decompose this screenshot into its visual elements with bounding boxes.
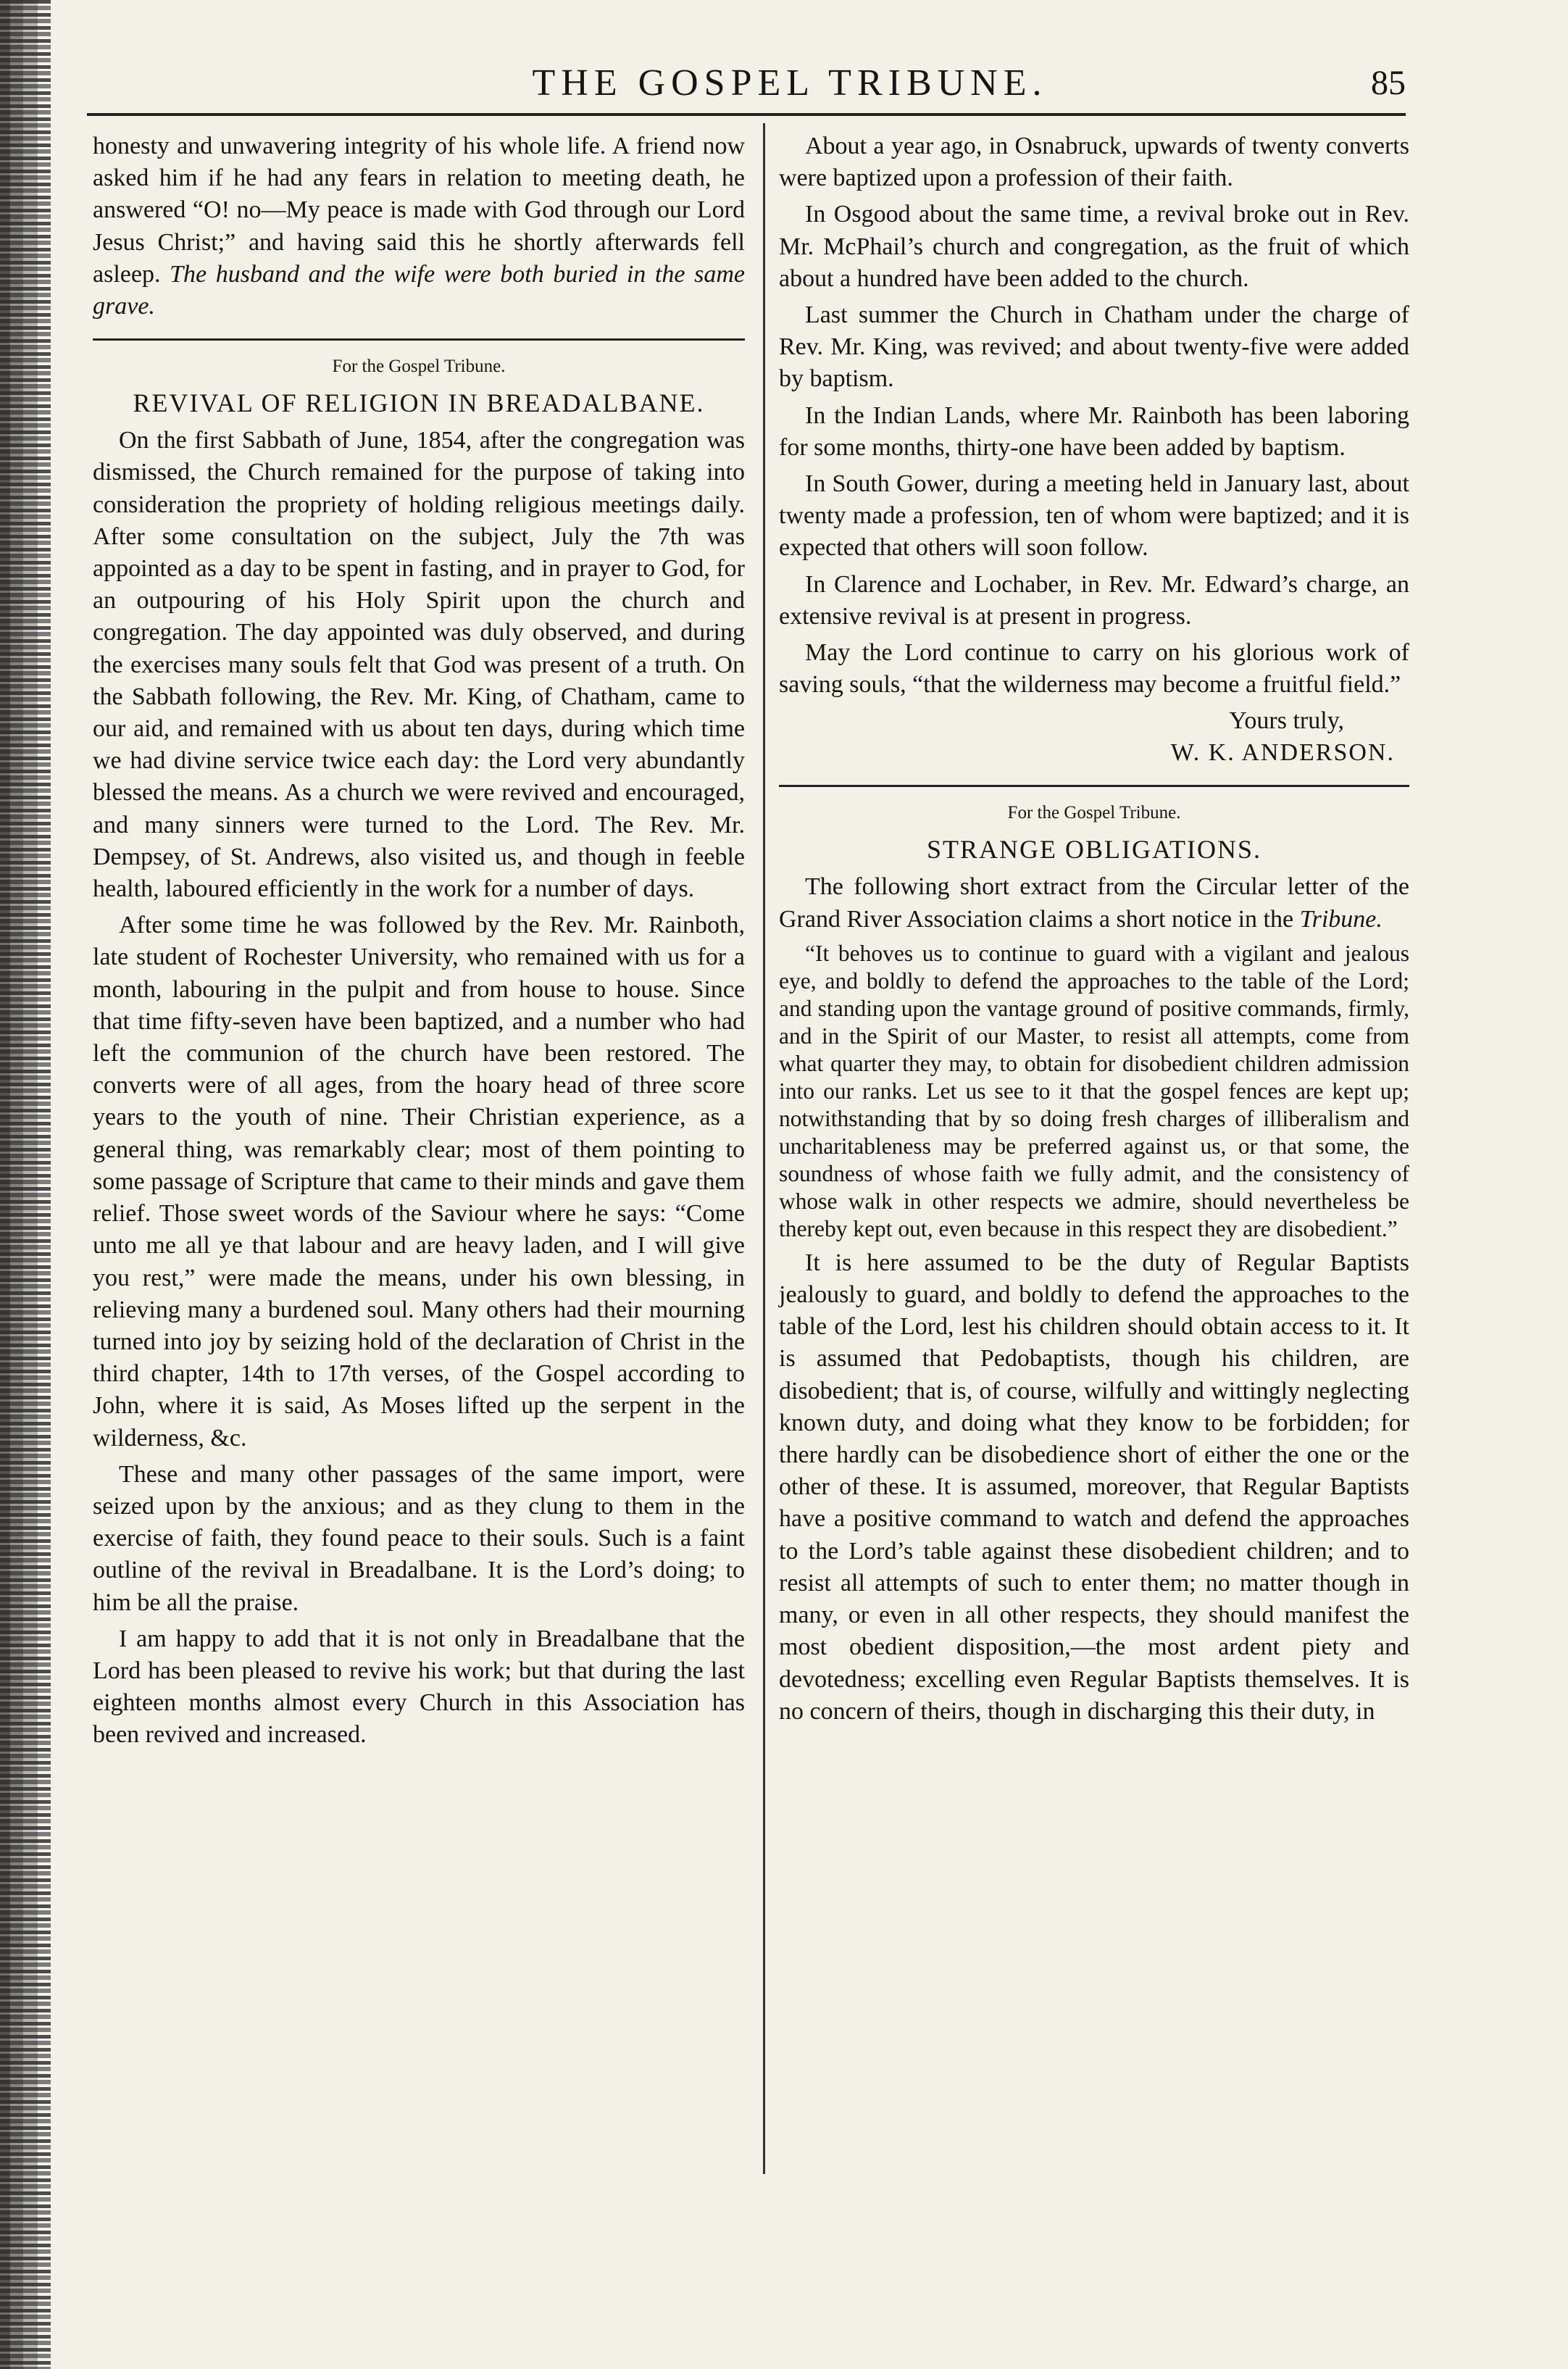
article-paragraph: These and many other passages of the same import, were seized upon by the anxious; and as they clung to them in the exercise of faith, they found peace to their souls. Such is a faint outline of the revival in Breadalbane. It is the Lord’s doing; to him be all the praise. bbox=[93, 1460, 745, 1616]
continued-paragraph: About a year ago, in Osnabruck, upwards of twenty converts were baptized upon a profession of their faith. bbox=[779, 133, 1409, 192]
continued-paragraph: In South Gower, during a meeting held in January last, about twenty made a profession, ten of whom were baptized; and it is expected that others will soon follow. bbox=[779, 470, 1409, 562]
article-paragraph: On the first Sabbath of June, 1854, after the congregation was dismissed, the Church remained for the purpose of taking into consideration the propriety of holding religious meetings daily. After some consultation on the subject, July the 7th was appointed as a day to be spent in fasting, and in prayer to God, for an outpouring of his Holy Spirit upon the church and congregation. The day appointed was duly observed, and during the exercises many souls felt that God was present of a truth. On the Sabbath following, the Rev. Mr. King, of Chatham, came to our aid, and remained with us about ten days, during which time we had divine service twice each day: the Lord very abundantly blessed the means. As a church we were revived and encouraged, and many sinners were turned to the Lord. The Rev. Mr. Dempsey, of St. Andrews, also visited us, and though in feeble health, laboured efficiently in the work for a number of days. bbox=[93, 427, 745, 903]
continued-paragraph: Last summer the Church in Chatham under the charge of Rev. Mr. King, was revived; and about twenty-five were added by baptism. bbox=[779, 301, 1409, 393]
continued-paragraph: In Clarence and Lochaber, in Rev. Mr. Edward’s charge, an extensive revival is at present in progress. bbox=[779, 570, 1409, 630]
scan-edge-shadow bbox=[0, 0, 51, 2369]
continued-paragraph: In Osgood about the same time, a revival broke out in Rev. Mr. McPhail’s church and congregation, as the fruit of which about a hundred have been added to the church. bbox=[779, 201, 1409, 292]
left-column bbox=[93, 130, 745, 1756]
continued-paragraph: In the Indian Lands, where Mr. Rainboth has been laboring for some months, thirty-one have been added by baptism. bbox=[779, 401, 1409, 461]
continued-paragraph: honesty and unwavering integrity of his whole life. A friend now asked him if he had any fears in relation to meeting death, he answered “O! no—My peace is made with God through our Lord Jesus Christ;” and having said this he shortly afterwards fell asleep. The husband and the wife were both buried in the same grave. bbox=[93, 133, 745, 320]
article-paragraph: I am happy to add that it is not only in Breadalbane that the Lord has been pleased to revive his work; but that during the last eighteen months almost every Church in this Association has been revived and increased. bbox=[93, 1625, 745, 1749]
article-source-line: For the Gospel Tribune. bbox=[332, 357, 506, 377]
quoted-extract: “It behoves us to continue to guard with a vigilant and jealous eye, and boldly to defend the approaches to the table of the Lord; and standing upon the vantage ground of positive commands, firmly, and in the Spirit of our Master, to resist all attempts, come from what quarter they may, to obtain for disobedient children admission into our ranks. Let us see to it that the gospel fences are kept up; notwithstanding that by so doing fresh charges of illiberalism and uncharitableness may be preferred against us, or that some, the soundness of whose faith we fully admit, and the consistency of whose walk in other respects we admire, should nevertheless be thereby kept out, even because in this respect they are disobedient.” bbox=[779, 940, 1409, 1241]
italic-publication-name: Tribune. bbox=[1299, 905, 1383, 933]
article-paragraph: It is here assumed to be the duty of Regular Baptists jealously to guard, and boldly to defend the approaches to the table of the Lord, lest his children should obtain access to it. It is assumed that Pedobaptists, though his children, are disobedient; that is, of course, wilfully and wittingly neglecting known duty, and doing what they know to be forbidden; for there hardly can be disobedience short of either the one or the other of these. It is assumed, moreover, that Regular Baptists have a positive command to watch and defend the approaches to the Lord’s table against these disobedient children; and to resist all attempts of such to enter them; no matter though in many, or even in all other respects, they should manifest the most obedient disposition,—the most ardent piety and devotedness; excelling even Regular Baptists themselves. It is no concern of theirs, though in discharging this their duty, in bbox=[779, 1249, 1409, 1725]
column-divider bbox=[763, 123, 765, 2174]
letter-signature: W. K. ANDERSON. bbox=[1170, 739, 1395, 767]
article-paragraph: After some time he was followed by the Rev. Mr. Rainboth, late student of Rochester University, who remained with us for a month, labouring in the pulpit and from house to house. Since that time fifty-seven have been baptized, and a number who had left the communion of the church have been restored. The converts were of all ages, from the hoary head of three score years to the youth of nine. Their Christian experience, as a general thing, was remarkably clear; most of them pointing to some passage of Scripture that came to their minds and gave them relief. Those sweet words of the Saviour where he says: “Come unto me all ye that labour and are heavy laden, and I will give you rest,” were made the means, under his own blessing, in relieving many a burdened soul. Many others had their mourning turned into joy by seizing hold of the declaration of Christ in the third chapter, 14th to 17th verses, of the Gospel according to John, where it is said, As Moses lifted up the serpent in the wilderness, &c. bbox=[93, 912, 745, 1452]
article-title: STRANGE OBLIGATIONS. bbox=[927, 835, 1262, 865]
continued-paragraph: May the Lord continue to carry on his glorious work of saving souls, “that the wilderness may become a fruitful field.” bbox=[779, 639, 1409, 699]
article-separator bbox=[93, 338, 745, 341]
italic-closing-sentence: The husband and the wife were both buried in the same grave. bbox=[93, 260, 745, 320]
article-title: REVIVAL OF RELIGION IN BREADALBANE. bbox=[133, 388, 705, 418]
page-number: 85 bbox=[1371, 64, 1406, 102]
right-column bbox=[779, 130, 1409, 1732]
header-rule bbox=[87, 113, 1406, 116]
article-source-line: For the Gospel Tribune. bbox=[1007, 803, 1181, 823]
article-separator bbox=[779, 785, 1409, 787]
letter-signoff: Yours truly, bbox=[1229, 707, 1344, 735]
page-header bbox=[87, 58, 1406, 109]
running-title: THE GOSPEL TRIBUNE. bbox=[532, 62, 1048, 104]
article-intro: The following short extract from the Circular letter of the Grand River Association claims a short notice in the Tribune. bbox=[779, 873, 1409, 933]
